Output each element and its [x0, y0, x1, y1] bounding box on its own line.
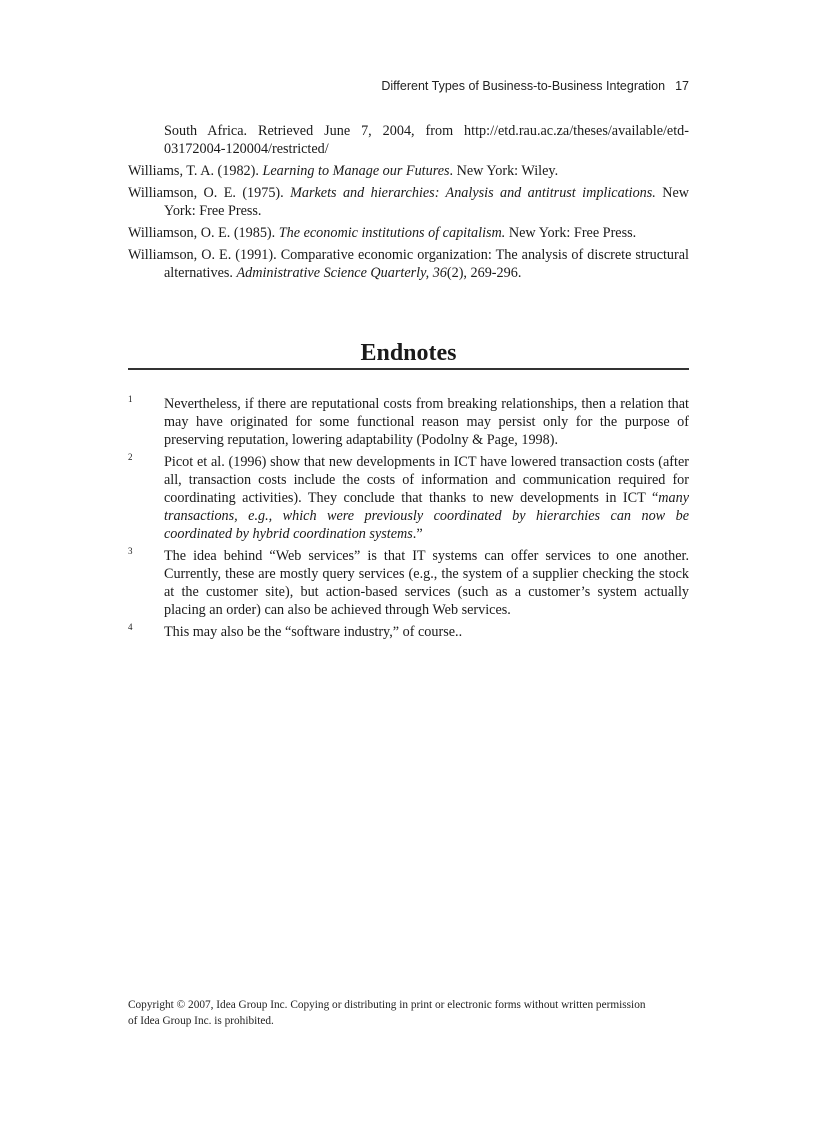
reference-entry	[128, 224, 689, 242]
reference-text: . New York: Wiley.	[449, 163, 559, 179]
page-number: 17	[675, 79, 689, 93]
copyright-line-2: of Idea Group Inc. is prohibited.	[128, 1015, 274, 1027]
endnote-number: 3	[128, 546, 133, 556]
reference-text: Williamson, O. E. (1991). Comparative economic organization: The analysis of discrete structural alternatives.	[128, 247, 689, 281]
endnote-item	[128, 453, 689, 543]
reference-entry	[128, 162, 689, 180]
reference-text: New York: Free Press.	[164, 185, 689, 219]
reference-continuation	[128, 122, 689, 158]
endnote-item	[128, 547, 689, 619]
endnote-text: .”	[412, 526, 423, 542]
endnotes-list	[128, 395, 689, 645]
running-header	[381, 79, 689, 93]
reference-text: Williamson, O. E. (1975).	[128, 185, 291, 201]
copyright-footer	[128, 997, 708, 1029]
endnote-item	[128, 623, 689, 641]
copyright-line-1: Copyright © 2007, Idea Group Inc. Copying or distributing in print or electronic forms without written permission	[128, 999, 646, 1011]
reference-title: Administrative Science Quarterly, 36	[236, 265, 447, 281]
endnote-quote: many transactions, e.g., which were previously coordinated by hierarchies can now be coordinated by hybrid coordination systems	[164, 490, 689, 542]
endnote-text: The idea behind “Web services” is that IT systems can offer services to one another. Currently, these are mostly query services (e.g., the system of a supplier checking the stock at the customer site), but action-based services (such as a customer’s system actually placing an order) can also be achieved through Web services.	[164, 548, 689, 618]
reference-text: New York: Free Press.	[505, 225, 637, 241]
reference-text: Williams, T. A. (1982).	[128, 163, 263, 179]
reference-title: Markets and hierarchies: Analysis and antitrust implications.	[290, 185, 656, 201]
reference-text: Williamson, O. E. (1985).	[128, 225, 279, 241]
endnote-item	[128, 395, 689, 449]
endnote-number: 1	[128, 394, 133, 404]
reference-title: Learning to Manage our Futures	[262, 163, 450, 179]
reference-title: The economic institutions of capitalism.	[278, 225, 506, 241]
reference-text: South Africa. Retrieved June 7, 2004, from http://etd.rau.ac.za/theses/available/etd-03172004-120004/restricted/	[164, 123, 689, 157]
endnote-number: 2	[128, 452, 133, 462]
reference-entry	[128, 246, 689, 282]
endnotes-heading: Endnotes	[128, 338, 689, 370]
running-title: Different Types of Business-to-Business Integration	[381, 79, 666, 93]
endnote-text: Picot et al. (1996) show that new developments in ICT have lowered transaction costs (after all, transaction costs include the costs of information and communication required for coordinating activities). They conclude that thanks to new developments in ICT “	[164, 454, 689, 506]
endnote-text: Nevertheless, if there are reputational costs from breaking relationships, then a relation that may have originated for some functional reason may persist only for the purpose of preserving reputation, lowering adaptability (Podolny & Page, 1998).	[164, 396, 689, 448]
reference-entry	[128, 184, 689, 220]
reference-list	[128, 122, 689, 286]
endnote-number: 4	[128, 622, 133, 632]
endnote-text: This may also be the “software industry,” of course..	[164, 624, 463, 640]
reference-text: (2), 269-296.	[446, 265, 522, 281]
